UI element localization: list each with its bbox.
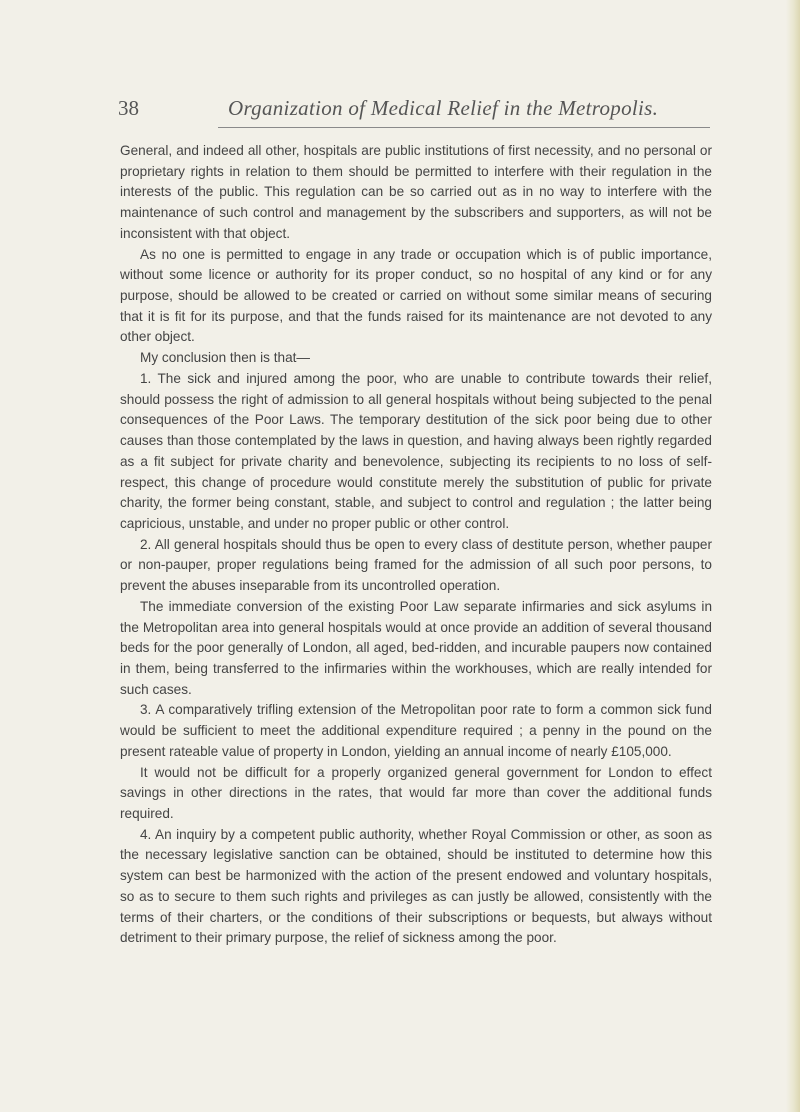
- header-rule: [218, 127, 710, 128]
- paragraph: The immediate conversion of the existing Poor Law separate infirmaries and sick asylums in the Metropolitan area into general hospitals would at once provide an addition of several thousand beds for the poor generally of London, all aged, bed-ridden, and incurable paupers now contained in them, being transferred to the infirmaries within the workhouses, which are really intended for such cases.: [120, 598, 712, 697]
- page-number: 38: [118, 96, 139, 120]
- page-header: [118, 96, 726, 130]
- body-text: [120, 141, 712, 949]
- paragraph: 1. The sick and injured among the poor, who are unable to contribute towards their relief, should possess the right of admission to all general hospitals without being subjected to the penal consequences of the Poor Laws. The temporary destitution of the sick poor being due to other causes than those contemplated by the laws in question, and having always been rightly regarded as a fit subject for private charity and benevolence, subjecting its recipients to no loss of self-respect, this change of procedure would constitute merely the substitution of public for private charity, the former being constant, stable, and subject to control and regulation ; the latter being capricious, unstable, and under no proper public or other control.: [120, 370, 712, 531]
- paragraph: As no one is permitted to engage in any trade or occupation which is of public importance, without some licence or authority for its proper conduct, so no hospital of any kind or for any purpose, should be allowed to be created or carried on without some similar means of securing that it is fit for its purpose, and that the funds raised for its maintenance are not devoted to any other object.: [120, 246, 712, 345]
- paragraph: 2. All general hospitals should thus be open to every class of destitute person, whether pauper or non-pauper, proper regulations being framed for the admission of all such poor persons, to prevent the abuses inseparable from its uncontrolled operation.: [120, 536, 712, 594]
- paragraph: General, and indeed all other, hospitals are public institutions of first necessity, and no personal or proprietary rights in relation to them should be permitted to interfere with their regulation in the interests of the public. This regulation can be so carried out as in no way to interfere with the maintenance of such control and management by the subscribers and supporters, as will not be inconsistent with that object.: [120, 143, 712, 241]
- paragraph: 4. An inquiry by a competent public authority, whether Royal Commission or other, as soon as the necessary legislative sanction can be obtained, should be instituted to determine how this system can best be harmonized with the action of the present endowed and voluntary hospitals, so as to secure to them such rights and privileges as can justly be allowed, consistently with the terms of their charters, or the conditions of their subscriptions or bequests, but always without detriment to their primary purpose, the relief of sickness among the poor.: [120, 826, 712, 946]
- paragraph: My conclusion then is that—: [140, 350, 311, 366]
- page-edge: [786, 0, 800, 1112]
- paragraph: 3. A comparatively trifling extension of the Metropolitan poor rate to form a common sick fund would be sufficient to meet the additional expenditure required ; a penny in the pound on the present rateable value of property in London, yielding an annual income of nearly £105,000.: [120, 702, 712, 759]
- paragraph: It would not be difficult for a properly organized general government for London to effect savings in other directions in the rates, that would far more than cover the additional funds required.: [120, 764, 712, 821]
- running-title: Organization of Medical Relief in the Metropolis.: [228, 96, 659, 120]
